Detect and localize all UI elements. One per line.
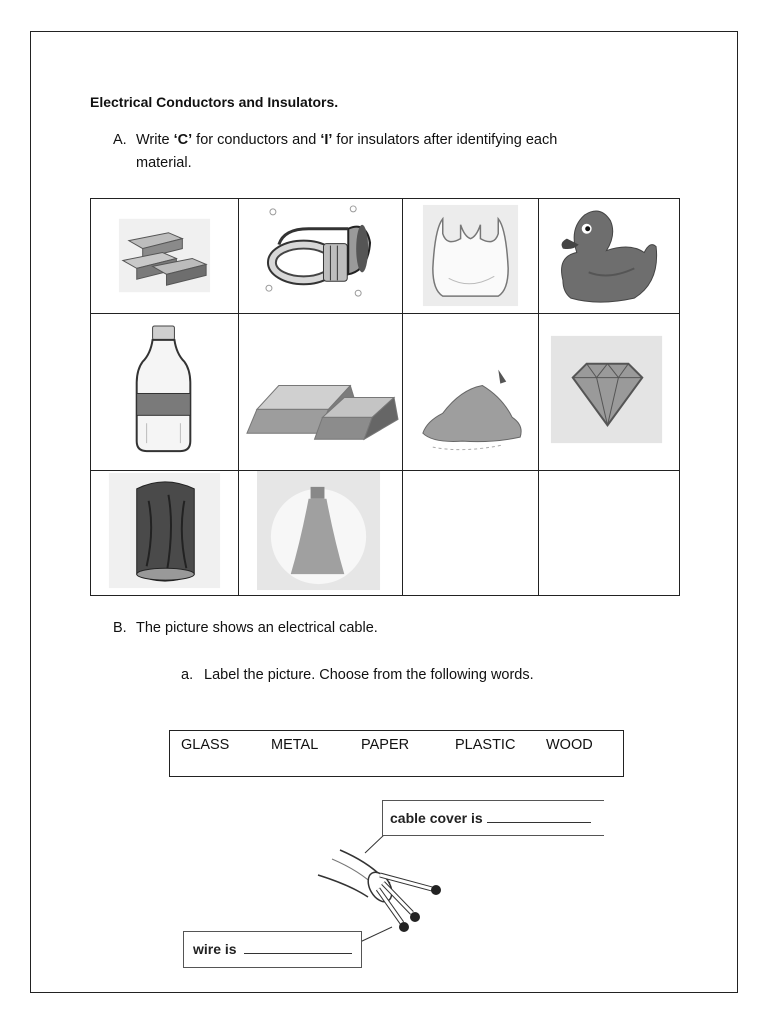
diamond-icon bbox=[539, 314, 679, 470]
plastic-bag-icon bbox=[403, 199, 538, 313]
grid-cell[interactable] bbox=[403, 314, 539, 471]
tuba-icon bbox=[239, 199, 402, 313]
grid-cell[interactable] bbox=[239, 314, 403, 471]
wire-label: wire is bbox=[193, 941, 237, 957]
section-b-text: The picture shows an electrical cable. bbox=[136, 620, 378, 636]
section-a-text-line2: material. bbox=[136, 155, 192, 171]
tube-icon bbox=[239, 471, 402, 595]
section-a-text-middle: for conductors and bbox=[192, 132, 321, 148]
worksheet-title: Electrical Conductors and Insulators. bbox=[90, 94, 339, 110]
word-bank bbox=[169, 730, 624, 777]
cable-cover-answer-line[interactable] bbox=[487, 822, 591, 823]
word-metal: METAL bbox=[271, 737, 319, 753]
c-letter: ‘C’ bbox=[173, 132, 193, 148]
plastic-bottle-icon bbox=[91, 314, 238, 470]
sand-pile-icon bbox=[403, 314, 538, 470]
section-a-text-suffix: for insulators after identifying each bbox=[332, 132, 558, 148]
sub-a-text: Label the picture. Choose from the following words. bbox=[204, 667, 534, 683]
word-paper: PAPER bbox=[361, 737, 410, 753]
section-b-instruction bbox=[113, 620, 378, 636]
wood-log-icon bbox=[91, 471, 238, 595]
section-a-label: A. bbox=[113, 132, 127, 148]
word-wood: WOOD bbox=[546, 737, 593, 753]
word-plastic: PLASTIC bbox=[455, 737, 516, 753]
cable-cover-callout bbox=[382, 800, 604, 836]
grid-cell[interactable] bbox=[239, 471, 403, 596]
word-glass: GLASS bbox=[181, 737, 230, 753]
section-b-label: B. bbox=[113, 620, 127, 636]
grid-cell[interactable] bbox=[403, 199, 539, 314]
metal-bars-icon bbox=[91, 199, 238, 313]
grid-cell[interactable] bbox=[539, 199, 680, 314]
grid-cell[interactable] bbox=[91, 314, 239, 471]
rubber-duck-icon bbox=[539, 199, 679, 313]
grid-cell[interactable] bbox=[91, 471, 239, 596]
wire-callout bbox=[183, 931, 362, 968]
materials-grid bbox=[90, 198, 680, 596]
wire-answer-line[interactable] bbox=[244, 953, 352, 954]
grid-cell[interactable] bbox=[403, 471, 539, 596]
grid-cell[interactable] bbox=[91, 199, 239, 314]
grid-cell[interactable] bbox=[539, 471, 680, 596]
grid-cell[interactable] bbox=[239, 199, 403, 314]
section-b-sub-a bbox=[181, 667, 534, 683]
sub-a-label: a. bbox=[181, 667, 194, 683]
cable-cover-label: cable cover is bbox=[390, 810, 483, 826]
gold-bars-icon bbox=[239, 314, 402, 470]
section-a-text-prefix: Write bbox=[136, 132, 174, 148]
i-letter: ‘I’ bbox=[320, 132, 333, 148]
grid-cell[interactable] bbox=[539, 314, 680, 471]
